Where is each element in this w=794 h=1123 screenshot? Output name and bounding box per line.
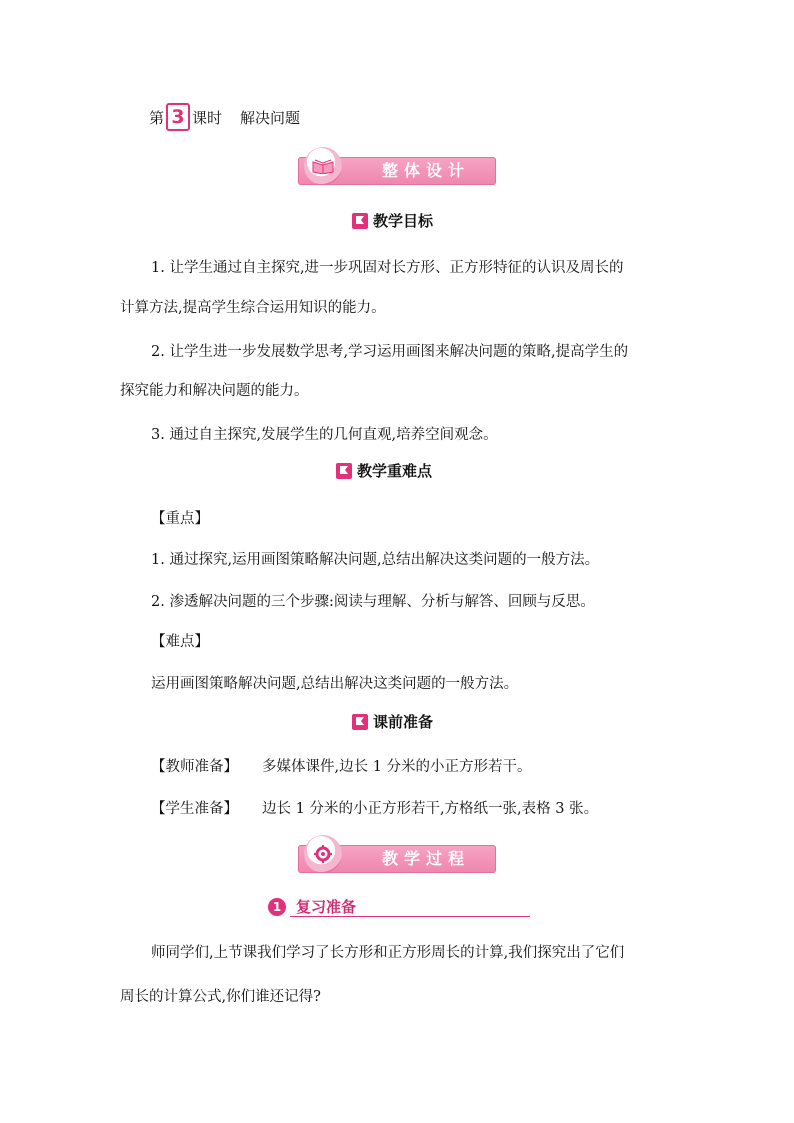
objectives-heading-text: 教学目标 (373, 212, 434, 230)
banner-title: 教学过程 (381, 849, 470, 868)
lesson-prefix: 第 (149, 108, 165, 127)
review-text-line-2: 周长的计算公式,你们谁还记得? (120, 989, 321, 1005)
focus-item-2: 2. 渗透解决问题的三个步骤:阅读与理解、分析与解答、回顾与反思。 (151, 594, 595, 610)
gear-icon (304, 835, 342, 873)
objective-1-line-2: 计算方法,提高学生综合运用知识的能力。 (120, 300, 386, 316)
step-number-badge: 1 (268, 898, 286, 916)
lesson-name: 解决问题 (240, 108, 301, 127)
book-icon (304, 147, 342, 185)
lesson-number-badge: 3 (166, 103, 190, 131)
difficulty-label: 【难点】 (151, 634, 209, 650)
objective-2-line-2: 探究能力和解决问题的能力。 (120, 383, 309, 399)
teacher-prep-text: 多媒体课件,边长 1 分米的小正方形若干。 (262, 759, 532, 775)
objective-3: 3. 通过自主探究,发展学生的几何直观,培养空间观念。 (151, 427, 498, 443)
lesson-suffix: 课时 (192, 108, 223, 127)
difficulty-text: 运用画图策略解决问题,总结出解决这类问题的一般方法。 (151, 676, 519, 692)
student-prep-label: 【学生准备】 (151, 801, 238, 817)
lesson-title (149, 103, 300, 131)
student-prep-text: 边长 1 分米的小正方形若干,方格纸一张,表格 3 张。 (262, 801, 599, 817)
step-underline (290, 916, 530, 917)
step-1-heading (268, 896, 356, 917)
banner-title: 整体设计 (381, 161, 470, 180)
preparation-heading (352, 711, 433, 732)
focus-label: 【重点】 (151, 511, 209, 527)
review-text-line-1: 师同学们,上节课我们学习了长方形和正方形周长的计算,我们探究出了它们 (151, 945, 625, 961)
preparation-heading-text: 课前准备 (373, 713, 434, 731)
step-label: 复习准备 (296, 898, 357, 916)
objectives-heading (352, 210, 433, 231)
flag-icon (352, 213, 368, 229)
objective-2-line-1: 2. 让学生进一步发展数学思考,学习运用画图来解决问题的策略,提高学生的 (151, 344, 629, 360)
teaching-process-banner (298, 845, 496, 873)
teacher-prep-label: 【教师准备】 (151, 759, 238, 775)
overall-design-banner (298, 157, 496, 185)
objective-1-line-1: 1. 让学生通过自主探究,进一步巩固对长方形、正方形特征的认识及周长的 (151, 260, 624, 276)
flag-icon (336, 463, 352, 479)
key-points-heading-text: 教学重难点 (357, 462, 433, 480)
flag-icon (352, 714, 368, 730)
key-points-heading (336, 460, 432, 481)
focus-item-1: 1. 通过探究,运用画图策略解决问题,总结出解决这类问题的一般方法。 (151, 552, 600, 568)
